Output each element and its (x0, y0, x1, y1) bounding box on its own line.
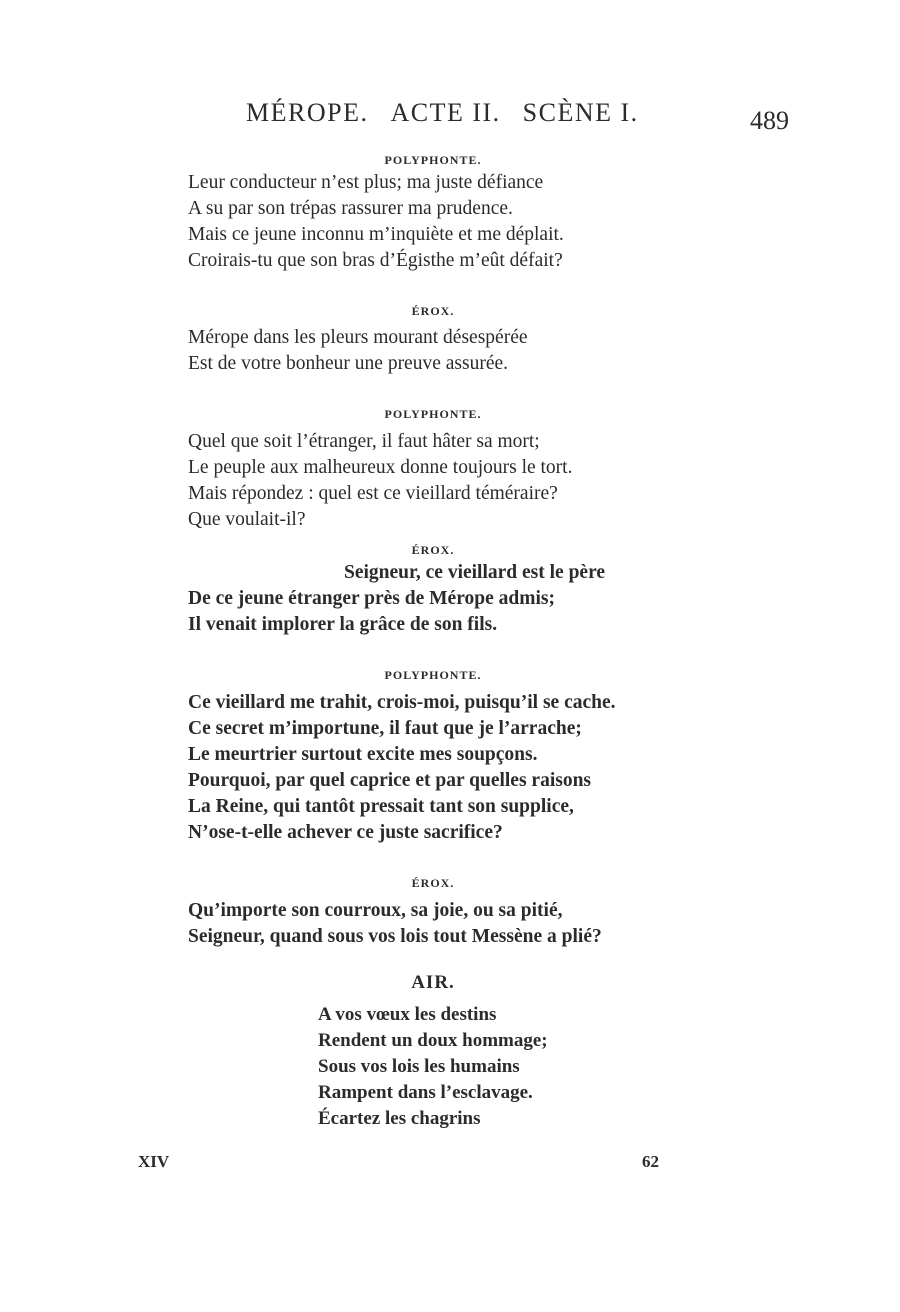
verse-line: Le peuple aux malheureux donne toujours le tort. (188, 457, 573, 478)
verse-line: Quel que soit l’étranger, il faut hâter sa mort; (188, 431, 540, 452)
verse-line: Leur conducteur n’est plus; ma juste défiance (188, 172, 544, 193)
verse-line: N’ose-t-elle achever ce juste sacrifice? (188, 822, 503, 843)
header-title (246, 98, 661, 128)
page-number: 489 (750, 106, 789, 135)
verse-line: Seigneur, ce vieillard est le père (344, 562, 606, 583)
verse-line: Ce secret m’importune, il faut que je l’arrache; (188, 718, 582, 739)
verse-line: La Reine, qui tantôt pressait tant son supplice, (188, 796, 574, 817)
signature-mark: 62 (642, 1152, 659, 1171)
verse-line: Est de votre bonheur une preuve assurée. (188, 353, 509, 374)
verse-line: Il venait implorer la grâce de son fils. (188, 614, 498, 635)
air-line: Sous vos lois les humains (318, 1056, 520, 1077)
header-scene: SCÈNE I. (522, 98, 639, 127)
header-act: ACTE II. (390, 98, 501, 127)
verse-line: Ce vieillard me trahit, crois-moi, puisqu’il se cache. (188, 692, 616, 713)
volume-mark: XIV (138, 1152, 170, 1171)
speaker-name: ÉROX. (411, 543, 455, 557)
verse-line: Qu’importe son courroux, sa joie, ou sa pitié, (188, 900, 563, 921)
air-line: Rampent dans l’esclavage. (318, 1082, 533, 1103)
verse-line: Mais répondez : quel est ce vieillard téméraire? (188, 483, 558, 504)
air-line: Écartez les chagrins (318, 1108, 481, 1129)
verse-line: Mais ce jeune inconnu m’inquiète et me déplait. (188, 224, 564, 245)
speaker-name: POLYPHONTE. (384, 407, 482, 421)
verse-line: Pourquoi, par quel caprice et par quelles raisons (188, 770, 592, 791)
verse-line: De ce jeune étranger près de Mérope admis; (188, 588, 555, 609)
verse-line: Mérope dans les pleurs mourant désespérée (188, 327, 528, 348)
air-line: Rendent un doux hommage; (318, 1030, 548, 1051)
air-line: A vos vœux les destins (318, 1004, 497, 1025)
air-title: AIR. (411, 972, 455, 993)
speaker-name: ÉROX. (411, 304, 455, 318)
speaker-name: ÉROX. (411, 876, 455, 890)
header-play: MÉROPE. (246, 98, 369, 127)
verse-line: Croirais-tu que son bras d’Égisthe m’eût défait? (188, 250, 563, 271)
verse-line: Que voulait-il? (188, 509, 306, 530)
verse-line: Seigneur, quand sous vos lois tout Messène a plié? (188, 926, 602, 947)
verse-line: Le meurtrier surtout excite mes soupçons. (188, 744, 538, 765)
verse-line: A su par son trépas rassurer ma prudence. (188, 198, 513, 219)
speaker-name: POLYPHONTE. (384, 153, 482, 167)
speaker-name: POLYPHONTE. (384, 668, 482, 682)
